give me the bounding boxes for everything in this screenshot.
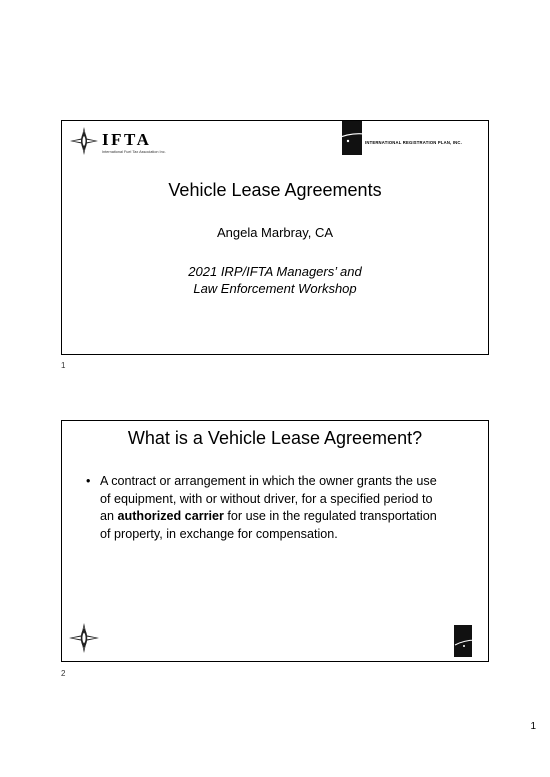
slide-title: What is a Vehicle Lease Agreement? — [127, 428, 423, 448]
irp-name: INTERNATIONAL REGISTRATION PLAN, INC. — [365, 140, 462, 145]
page-number: 1 — [530, 721, 536, 732]
irp-logo — [334, 121, 484, 159]
irp-swoosh-icon — [454, 636, 486, 648]
event-line-1: 2021 IRP/IFTA Managers’ and — [188, 264, 362, 279]
ifta-logo — [70, 127, 190, 159]
bullet-marker: • — [86, 474, 91, 488]
event-line-2: Law Enforcement Workshop — [193, 281, 357, 296]
slide-number-2: 2 — [61, 669, 66, 678]
compass-star-icon — [70, 127, 98, 155]
bullet-item — [86, 473, 448, 543]
slide-title: Vehicle Lease Agreements — [168, 180, 382, 200]
slide-2 — [61, 420, 489, 662]
ifta-wordmark: IFTA — [102, 130, 152, 149]
ifta-subtitle: International Fuel Tax Association Inc. — [102, 150, 166, 154]
slide-1 — [61, 120, 489, 355]
bullet-text-1: A contract or arrangement in which the owner grants the use of equipment, with or without driver, for a specified period to an — [100, 474, 437, 523]
bullet-text-bold: authorized carrier — [117, 509, 224, 523]
irp-logo-small — [454, 625, 486, 659]
presenter-name: Angela Marbray, CA — [216, 225, 334, 240]
slide-number-1: 1 — [61, 361, 66, 370]
compass-star-icon — [69, 623, 99, 653]
bullet-text-2: for use in the regulated transportation of property, in exchange for compensation. — [100, 509, 437, 541]
event-name — [62, 263, 488, 297]
